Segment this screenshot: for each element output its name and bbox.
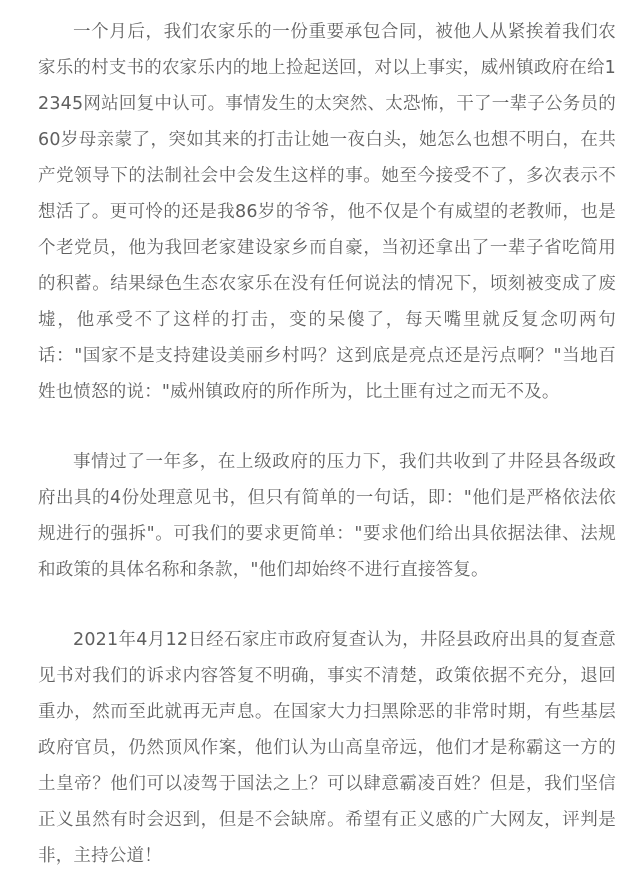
paragraph-3: 2021年4月12日经石家庄市政府复查认为，井陉县政府出具的复查意见书对我们的诉求内容答复不明确，事实不清楚，政策依据不充分，退回重办，然而至此就再无声息。在国家大力扫黑除恶的非常时期，有些基层政府官员，仍然顶风作案，他们认为山高皇帝远，他们才是称霸这一方的土皇帝？他们可以凌驾于国法之上？可以肆意霸凌百姓？但是，我们坚信正义虽然有时会迟到，但是不会缺席。希望有正义感的广大网友，评判是非，主持公道！ xyxy=(38,630,616,866)
paragraph-1: 一个月后，我们农家乐的一份重要承包合同，被他人从紧挨着我们农家乐的村支书的农家乐内的地上捡起送回，对以上事实，威州镇政府在给12345网站回复中认可。事情发生的太突然、太恐怖，干了一辈子公务员的60岁母亲蒙了，突如其来的打击让她一夜白头，她怎么也想不明白，在共产党领导下的法制社会中会发生这样的事。她至今接受不了，多次表示不想活了。更可怜的还是我86岁的爷爷，他不仅是个有威望的老教师，也是个老党员，他为我回老家建设家乡而自豪，当初还拿出了一辈子省吃简用的积蓄。结果绿色生态农家乐在没有任何说法的情况下，顷刻被变成了废墟，他承受不了这样的打击，变的呆傻了，每天嘴里就反复念叨两句话："国家不是支持建设美丽乡村吗？这到底是亮点还是污点啊？"当地百姓也愤怒的说："威州镇政府的所作所为，比土匪有过之而无不及。 xyxy=(38,22,616,402)
paragraph-2: 事情过了一年多，在上级政府的压力下，我们共收到了井陉县各级政府出具的4份处理意见书，但只有简单的一句话，即："他们是严格依法依规进行的强拆"。可我们的要求更简单："要求他们给出具依据法律、法规和政策的具体名称和条款，"他们却始终不进行直接答复。 xyxy=(38,452,616,580)
